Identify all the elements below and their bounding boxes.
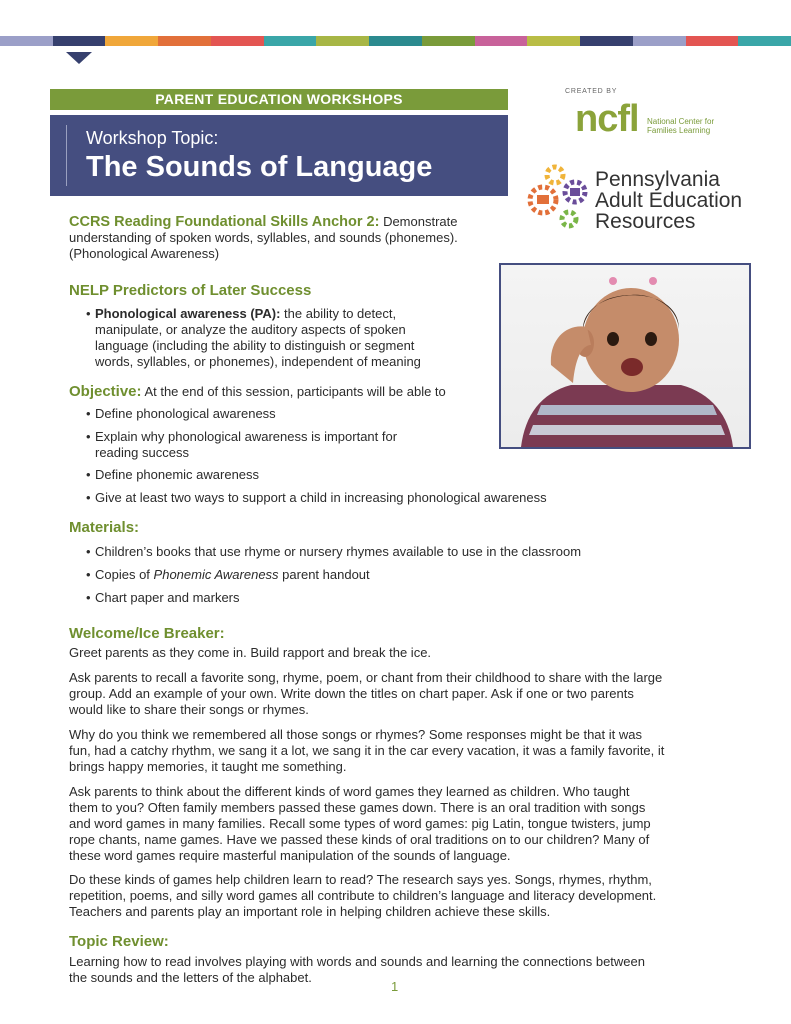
materials-heading: Materials:	[69, 519, 140, 536]
stripe-segment	[475, 36, 528, 46]
ncfl-letters: ncfl	[575, 98, 639, 140]
stripe-segment	[264, 36, 317, 46]
stripe-segment	[158, 36, 211, 46]
stripe-segment	[738, 36, 791, 46]
materials-item: • Copies of Phonemic Awareness parent handout	[95, 567, 370, 583]
topic-label: Workshop Topic:	[86, 128, 219, 148]
stripe-segment	[0, 36, 53, 46]
stripe-segment	[211, 36, 264, 46]
page-number: 1	[391, 979, 399, 994]
welcome-paragraph-1: Greet parents as they come in. Build rapport and break the ice.	[69, 645, 432, 660]
nelp-bullet: • Phonological awareness (PA): the ability to detect, manipulate, or analyze the auditory aspects of spoken language (including the ability to distinguish or segment words, syllables, or phonemes), independent of meaning	[95, 306, 495, 370]
topic-review-heading: Topic Review:	[69, 933, 169, 950]
top-color-stripe	[0, 36, 791, 46]
stripe-segment	[580, 36, 633, 46]
objective-item: • Define phonological awareness	[95, 406, 276, 422]
stripe-segment	[633, 36, 686, 46]
pa-logo-text: Pennsylvania Adult Education Resources	[595, 168, 743, 233]
materials-item: • Children’s books that use rhyme or nursery rhymes available to use in the classroom	[95, 544, 581, 560]
ncfl-logo	[565, 84, 745, 150]
objective-item: • Explain why phonological awareness is important for reading success	[95, 429, 475, 461]
child-listening-photo	[499, 263, 751, 449]
stripe-segment	[105, 36, 158, 46]
objective-item: • Give at least two ways to support a child in increasing phonological awareness	[95, 490, 547, 506]
objective-item: • Define phonemic awareness	[95, 467, 259, 483]
topic-review-paragraph: Learning how to read involves playing with words and sounds and learning the connections between the sounds and the letters of the alphabet.	[69, 954, 645, 985]
gears-icon	[525, 162, 591, 234]
stripe-segment	[316, 36, 369, 46]
welcome-heading: Welcome/Ice Breaker:	[69, 625, 225, 642]
stripe-segment	[686, 36, 739, 46]
stripe-segment	[53, 36, 106, 46]
stripe-segment	[369, 36, 422, 46]
stripe-segment	[527, 36, 580, 46]
objective-heading: Objective:	[69, 383, 142, 400]
ncfl-org-name: National Center for Families Learning	[647, 117, 715, 135]
nelp-heading: NELP Predictors of Later Success	[69, 282, 312, 299]
ccrs-paragraph: CCRS Reading Foundational Skills Anchor 2: Demonstrate understanding of spoken words, syllables, and sounds (phonemes). (Phonological Awareness)	[69, 214, 458, 261]
created-by-label: CREATED BY	[565, 88, 618, 95]
pa-adult-education-logo	[525, 162, 765, 242]
workshop-banner: PARENT EDUCATION WORKSHOPS	[50, 89, 508, 110]
welcome-paragraph-5: Do these kinds of games help children learn to read? The research says yes. Songs, rhymes, rhythm, repetition, poems, and silly word games all contribute to children’s language and literacy development. Teachers and parents play an important role in helping children achieve these skills.	[69, 872, 657, 919]
objective-line: Objective: At the end of this session, participants will be able to	[69, 383, 446, 400]
down-triangle-icon	[66, 52, 92, 64]
topic-box	[50, 115, 508, 196]
welcome-paragraph-4: Ask parents to think about the different kinds of word games they learned as children. Who taught them to you? Often family members passed these games down. There is an oral tradition with songs and word games in many families. Recall some types of word games: pig Latin, tongue twisters, jump rope chants, name games. Have we passed these kinds of oral traditions on to our children? Many of these word games require masterful manipulation of the sounds of language.	[69, 784, 651, 863]
topic-divider	[66, 125, 67, 186]
welcome-paragraph-2: Ask parents to recall a favorite song, rhyme, poem, or chant from their childhood to share with the large group. Add an example of your own. Write down the titles on chart paper. Ask if one or two parents would like to share their songs or rhymes.	[69, 670, 663, 717]
ccrs-heading: CCRS Reading Foundational Skills Anchor 2:	[69, 214, 380, 230]
page-title: The Sounds of Language	[86, 151, 433, 183]
welcome-paragraph-3: Why do you think we remembered all those songs or rhymes? Some responses might be that it was fun, had a catchy rhythm, we sang it a lot, we sang it in the car every vacation, it was a family favorite, it brings happy memories, it taught me something.	[69, 727, 665, 774]
stripe-segment	[422, 36, 475, 46]
materials-item: • Chart paper and markers	[95, 590, 240, 606]
